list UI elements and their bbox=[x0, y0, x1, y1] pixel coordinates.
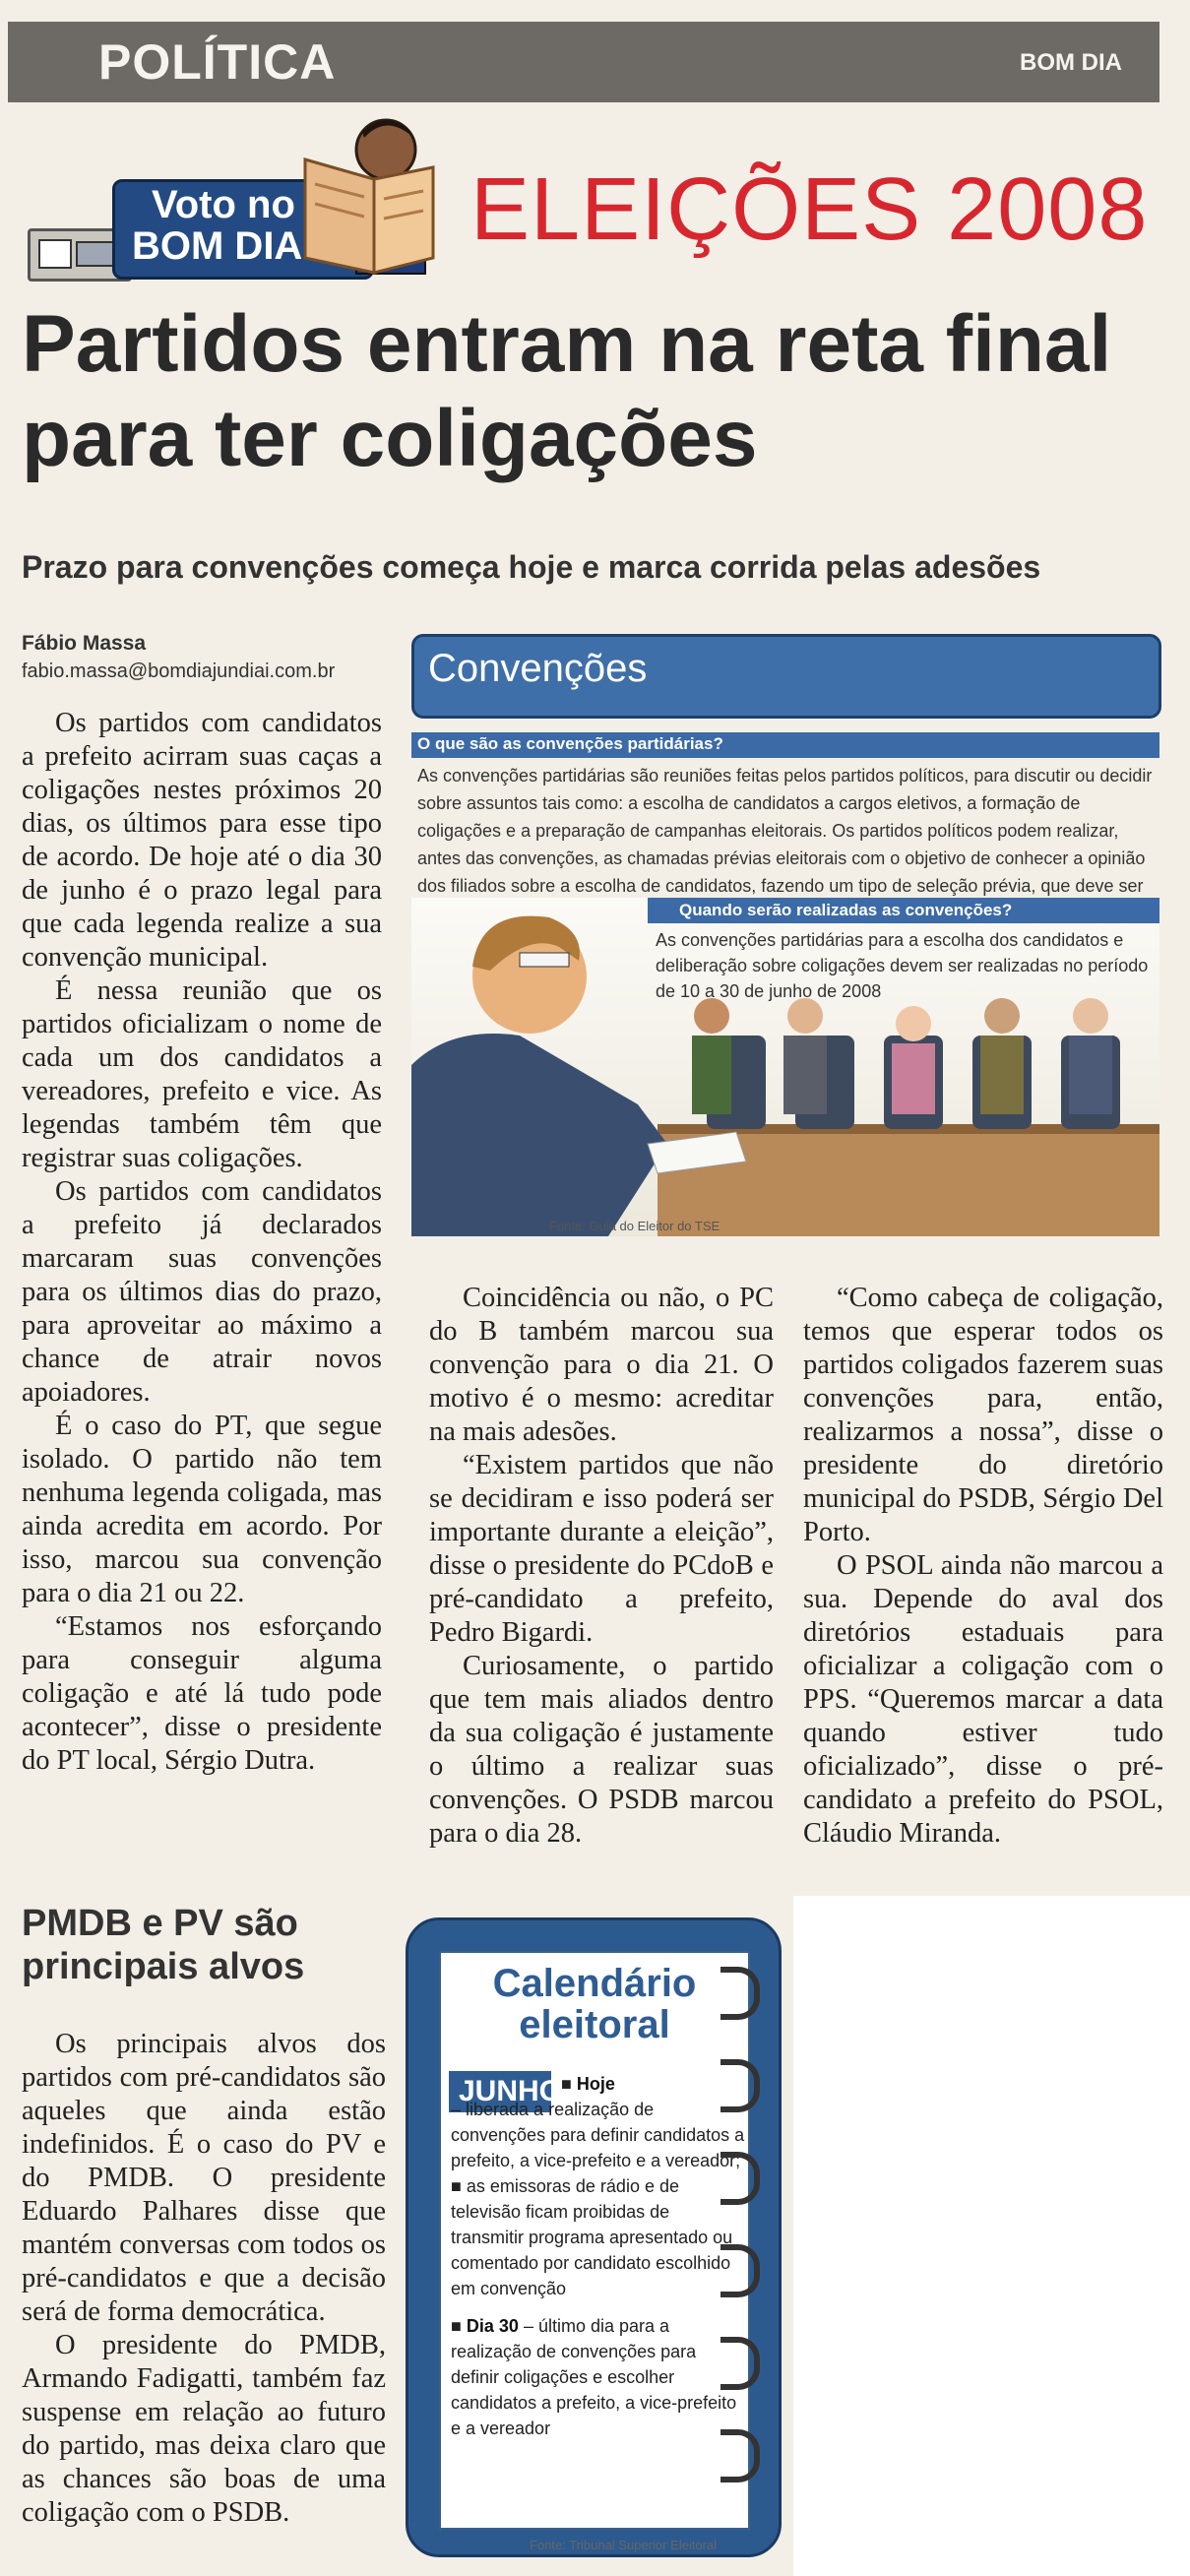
infobox-header bbox=[411, 634, 1161, 719]
calendar-title bbox=[441, 1963, 748, 2045]
entry-3 bbox=[451, 2313, 746, 2441]
headline: Partidos entram na reta final para ter coligações bbox=[22, 299, 1112, 483]
author-name: Fábio Massa bbox=[22, 632, 147, 655]
paragraph: “Estamos nos esforçando para conseguir alguma coligação e até lá tudo pode acontecer”, disse o presidente do PT local, Sérgio Dutra. bbox=[22, 1611, 382, 1776]
spiral-ring-icon bbox=[720, 2059, 760, 2112]
calendar-page bbox=[439, 1951, 750, 2552]
meeting-illustration bbox=[411, 898, 1159, 1236]
article-column-4 bbox=[22, 2028, 386, 2530]
author-email[interactable]: fabio.massa@bomdiajundiai.com.br bbox=[22, 660, 336, 682]
calendario-eleitoral-box bbox=[406, 1917, 780, 2555]
bullet-icon: ■ bbox=[451, 2316, 467, 2336]
question-bar-1 bbox=[411, 732, 1159, 758]
publication-name: BOM DIA bbox=[1020, 49, 1122, 76]
question-bar-2 bbox=[648, 898, 1159, 923]
paragraph: Coincidência ou não, o PC do B também marcou sua convenção para o dia 21. O motivo é o mesmo: acreditar na mais adesões. bbox=[429, 1283, 774, 1447]
calendar-title-line1: Calendário bbox=[492, 1962, 697, 2005]
paragraph: É o caso do PT, que segue isolado. O partido não tem nenhuma legenda coligada, mas ainda acredita em acordo. Por isso, marcou sua convenção para o dia 21 ou 22. bbox=[22, 1411, 382, 1608]
paragraph: Os partidos com candidatos a prefeito já declarados marcaram suas convenções para os últimos dias do prazo, para aproveitar ao máximo a chance de atrair novos apoiadores. bbox=[22, 1176, 382, 1408]
paragraph: Curiosamente, o partido que tem mais aliados dentro da sua coligação é justamente o último a realizar suas convenções. O PSDB marcou para o dia 28. bbox=[429, 1651, 774, 1849]
spiral-ring-icon bbox=[720, 2429, 760, 2482]
paragraph: Os partidos com candidatos a prefeito acirram suas caças a coligações nestes próximos 20 dias, os últimos para esse tipo de acordo. De hoje até o dia 30 de junho é o prazo legal para que cada legenda realize a sua convenção municipal. bbox=[22, 708, 382, 973]
newspaper-reader-icon bbox=[295, 110, 443, 278]
entry-2-text: as emissoras de rádio e de televisão ficam proibidas de transmitir programa apresentado ou comentado por candidato escolhido em convenção bbox=[451, 2176, 733, 2298]
infobox-title: Convenções bbox=[428, 647, 648, 690]
paragraph: Os principais alvos dos partidos com pré-candidatos são aqueles que ainda estão indefinidos. É o caso do PV e do PMDB. O presidente Eduardo Palhares disse que mantém conversas com todos os pré-candidatos e que a decisão será de forma democrática. bbox=[22, 2029, 386, 2327]
calendar-entries bbox=[451, 2071, 746, 2441]
entry-3-text: – último dia para a realização de convenções para definir coligações e escolher candidatos a prefeito, a vice-prefeito e a vereador bbox=[451, 2316, 737, 2438]
spiral-ring-icon bbox=[720, 2152, 760, 2205]
logo-line2: BOM DIA bbox=[132, 224, 303, 268]
entry-1-label: Hoje bbox=[576, 2074, 615, 2094]
bullet-icon: ■ bbox=[451, 2176, 467, 2196]
answer-2: As convenções partidárias para a escolha dos candidatos e deliberação sobre coligações devem ser realizadas no período de 10 a 30 de junho de 2008 bbox=[656, 930, 1149, 1001]
section-bar bbox=[8, 22, 1159, 102]
intertitle: PMDB e PV são principais alvos bbox=[22, 1903, 305, 1987]
calendar-title-line2: eleitoral bbox=[519, 2003, 670, 2046]
paragraph: É nessa reunião que os partidos oficializam o nome de cada um dos candidatos a vereadores, prefeito e vice. As legendas também têm que registrar suas coligações. bbox=[22, 975, 382, 1173]
byline bbox=[22, 630, 335, 685]
section-title: POLÍTICA bbox=[98, 34, 337, 90]
convencoes-infobox bbox=[411, 634, 1159, 1236]
paragraph: “Como cabeça de coligação, temos que esperar todos os partidos coligados fazerem suas convenções para, então, realizarmos a nossa”, disse o presidente do diretório municipal do PSDB, Sérgio Del Porto. bbox=[803, 1283, 1163, 1547]
question-1: O que são as convenções partidárias? bbox=[417, 734, 723, 753]
spiral-ring-icon bbox=[720, 2244, 760, 2297]
infobox-source: Fonte: Guia do Eleitor do TSE bbox=[549, 1219, 720, 1233]
paragraph: O presidente do PMDB, Armando Fadigatti, também faz suspense em relação ao futuro do partido, mas deixa claro que as chances são boas de uma coligação com o PSDB. bbox=[22, 2330, 386, 2528]
election-banner: ELEIÇÕES 2008 bbox=[470, 160, 1149, 259]
entry-1-head bbox=[451, 2071, 746, 2097]
month-text: JUNHO bbox=[459, 2075, 563, 2107]
bullet-icon: ■ bbox=[561, 2074, 572, 2094]
article-column-1 bbox=[22, 707, 382, 1778]
spiral-ring-icon bbox=[720, 1967, 760, 2020]
entry-2 bbox=[451, 2173, 746, 2301]
subheadline: Prazo para convenções começa hoje e marca corrida pelas adesões bbox=[22, 549, 1041, 585]
paragraph: “Existem partidos que não se decidiram e isso poderá ser importante durante a eleição”, disse o presidente do PCdoB e pré-candidato a prefeito, Pedro Bigardi. bbox=[429, 1450, 774, 1648]
entry-1-text: – liberada a realização de convenções para definir candidatos a prefeito, a vice-prefeito e a vereador; bbox=[451, 2100, 745, 2170]
spiral-ring-icon bbox=[720, 2337, 760, 2390]
logo-line1: Voto no bbox=[152, 183, 295, 226]
answer-1: As convenções partidárias são reuniões feitas pelos partidos políticos, para discutir ou decidir sobre assuntos tais como: a escolha de candidatos a cargos eletivos, a formação de coligações e a preparação de campanhas eleitorais. Os partidos políticos podem realizar, antes das convenções, as chamadas prévias eleitorais com o objetivo de conhecer a opinião dos filiados sobre a escolha de candidatos, fazendo um tipo de seleção prévia, que deve ser bbox=[417, 766, 1153, 896]
paragraph: O PSOL ainda não marcou a sua. Depende do aval dos diretórios estaduais para oficializar a coligação com o PPS. “Queremos marcar a data quando estiver tudo oficializado”, disse o pré-candidato a prefeito do PSOL, Cláudio Miranda. bbox=[803, 1550, 1163, 1849]
entry-3-label: Dia 30 bbox=[466, 2316, 519, 2336]
blank-area bbox=[793, 1896, 1190, 2576]
calendar-source: Fonte: Tribunal Superior Eleitoral bbox=[530, 2538, 718, 2552]
question-2: Quando serão realizadas as convenções? bbox=[679, 901, 1013, 919]
article-column-2 bbox=[429, 1282, 774, 1851]
article-column-3 bbox=[803, 1282, 1163, 1851]
